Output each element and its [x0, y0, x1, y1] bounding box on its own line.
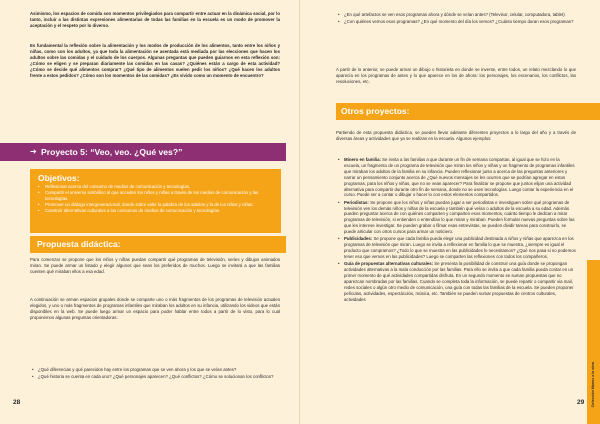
other-projects-text: Partiendo de esta propuesta didáctica, se pueden llevar adelante diferentes proyectos a lo largo del año y a través de diversas áreas y actividades que ya se realizan en la escuela. Algunos ejemplos: [336, 130, 576, 141]
project-item [336, 261, 576, 302]
side-tab-label: Colección Manos a la obra [591, 362, 595, 408]
objective-text: Construir alternativas culturales a los consumos de medios de comunicación y tecnologías. [45, 207, 221, 213]
proposal-title: Propuesta didáctica: [37, 239, 121, 249]
project-title-bar [0, 143, 286, 161]
bullet-icon: • [38, 189, 40, 195]
intro-text-1: Asimismo, los espacios de comida son momentos privilegiados para compartir entre actuar en la dinámica social, por lo tanto, incluir a las distintas expresiones alimentarias de todas las familias en la escuela es un modo de promover la aceptación y el respeto por lo diverso. [30, 11, 280, 28]
objective-text: Reflexionar acerca del consumo de medios de comunicación y tecnologías. [45, 184, 191, 189]
question-text: ¿En qué artefactos se ven esos programas ahora y dónde se veían antes? (Televisor, celular, computadora, tablet) [344, 12, 565, 17]
after-paragraph [336, 67, 576, 88]
question-item [30, 367, 280, 373]
bullet-icon: • [38, 207, 40, 213]
objective-text: Promover un diálogo intergeneracional, donde sobre valer la palabra de los adultos y la de los niños y niñas. [45, 201, 254, 207]
project-item [336, 200, 576, 235]
question-text: ¿Qué historia se cuenta en cada uno? ¿Qué personajes aparecen? ¿Qué conflictos? ¿Cómo se solucionan los conflictos? [38, 374, 274, 380]
bullet-icon: • [32, 367, 34, 372]
project-item-text: Se presenta la posibilidad de construir una guía donde se propongan actividades alternativas a la mala conducción por las familias. Para ello se invita a que cada familia pueda contar en un primer momento de qué actividades compartidas disfruta. En un segundo momento se suman propuestas que no aparezcan nombradas por las familias. Cuando se completa toda la información, se puede repartir o compartir via mail, redes sociales o algún otro medio de comunicación, una guía con todas las familias de la escuela. Se pueden proponer películas, actividades, espectáculos, música, etc. También se pueden sumar propuestas de centros culturales, actividades [344, 261, 574, 302]
project-item-lead: Periodistas: [344, 199, 369, 205]
body-text-1: Para comenzar se propone que los niños y niñas puedan compartir qué programas de televisión, series y dibujos animados miran. Se puede armar un listado y elegir algunos que sean los preferidos de muchos. Luego se invitará a que las familias cuenten qué miraban ellos a esa edad. [30, 257, 280, 274]
other-projects-title: Otros proyectos: [341, 106, 410, 116]
intro-text-2: Es fundamental la reflexión sobre la alimentación y los modos de producción de los alimentos, tanto entre los niños y niñas, como con los adultos, ya que toda la alimentación se asentada está mediada por las elecciones que hacen los adultos sobre las comidas y el cuidado de los cuerpos. Algunas preguntas que pueden guiarnos en esta reflexión son: ¿Cómo se eligen y se preparan diariamente las comidas en las casas? ¿Quiénes están a cargo de esta actividad? ¿Cómo se decide qué alimentos comprar? ¿Qué tipo de alimentos suelen pedir los niños? ¿Qué hacen los adultos frente a estos pedidos? ¿Cómo son los momentos de las comidas? ¿Es vivido como un momento de encuentro? [30, 43, 280, 78]
bullet-icon: • [338, 199, 340, 205]
other-projects-title-bar [336, 103, 600, 120]
objectives-list [38, 184, 276, 214]
objective-item [38, 190, 276, 202]
page-number-left: 28 [13, 399, 21, 406]
question-text: ¿Qué diferencias y qué parecidos hay entre los programas que se ven ahora y los que se veían antes? [38, 367, 237, 372]
project-title: Proyecto 5: “Veo, veo. ¿Qué ves?” [41, 147, 183, 157]
body-paragraph-2 [30, 297, 280, 324]
question-item [336, 12, 576, 18]
intro-paragraph-2 [30, 43, 280, 82]
bullet-icon: • [338, 19, 340, 25]
bullet-icon: • [32, 374, 34, 380]
questions-list-right [336, 12, 576, 26]
objectives-box [30, 169, 281, 233]
page-number-right: 29 [577, 399, 585, 406]
body-text-2: A continuación se arman espacios grupales donde se comparte uno o más fragmentos de los programas de televisión actuales elegidos, y uno o más fragmentos de programas infantiles que miraban los adultos en su infancia, utilizando los videos que están disponibles en la web. Se puede luego armar un espacio para poder hablar entre todos a partir de lo visto, para lo cual proponemos algunas preguntas orientadoras: [30, 297, 280, 320]
after-text: A partir de lo anterior, se puede armar un dibujo o historieta en donde se invente, entre todos, un relato mezclando lo que aparecía en los programas de antes y lo que aparece en los de ahora: los personajes, los escenarios, los conflictos, las resoluciones, etc. [336, 67, 576, 84]
projects-list [336, 157, 576, 304]
project-item-lead: Publicidades: [344, 236, 373, 242]
project-item-lead: Minero en familia: [344, 157, 381, 162]
project-item-lead: Guía de propuestas alternativas culturales: [344, 261, 434, 267]
proposal-title-bar [30, 236, 286, 253]
objective-text: Compartir el universo simbólico al que acceden los niños y niñas a través de los medios de comunicación y las tecnologías. [45, 189, 259, 201]
bullet-icon: • [38, 184, 40, 189]
intro-paragraph-1 [30, 11, 280, 32]
arrow-icon: ➔ [30, 147, 37, 156]
right-page [300, 0, 600, 424]
other-projects-paragraph [336, 130, 576, 145]
body-paragraph-1 [30, 257, 280, 278]
questions-list-left [30, 367, 280, 381]
bullet-icon: • [338, 236, 340, 242]
project-item-text: Se invita a las familias a que durante un fin de semana compartan, al igual que se hizo en la escuela, un fragmento de un programa de televisión que miran los niños y niñas y un fragmento de programas infantiles que miraban los adultos de la familia en su infancia. Pueden reflexionar junto a acerca de las preguntas anteriores y narrar un pensamiento conjunto acerca de ¿Qué nuevos mensajes se les ocurren que se podrían agregar en estos programas, para los niños y niñas, que no se vean aparecer? Para finalizar se propone que juntos elijan una actividad alternativa para compartir durante otro fin de semana, donde no se usen tecnologías. Luego contar la experiencia en el curso. Puede ser a contar o dibujar o hacer lo con estos elementos compartidos. [344, 157, 575, 198]
question-item [336, 19, 576, 25]
bullet-icon: • [338, 261, 340, 267]
objectives-title: Objetivos: [38, 173, 80, 183]
project-item-text: Se propone que cada familia pueda elegir una publicidad destinada a niños y niñas que aparezca en los programas de televisión que miran. Luego se invita a reflexionar en familia lo que se muestra, ¿siempre es igual el producto que compramos? ¿Todo lo que se muestra en las publicidades lo necesitamos? ¿Qué nos pasa si no podemos tener eso que vemos en las publicidades? Luego se comparten las reflexiones con todos los compañeros. [344, 236, 576, 260]
project-item-text: Se propone que los niños y niñas puedan jugar a ser periodistas e investiguen sobre qué programas de televisión ven los demás niños y niñas de la escuela y también qué veían o adultos de la escuela a su edad. Además pueden preguntar acerca de con quiénes comparten y comparten esos momentos, cuánto tiempo le dedican a mirar programas de televisión, si entienden o entendían lo que miran y miraban. Pueden formular nuevas preguntas sobre las que les interese investigar. Se pueden grabar o filmar esas entrevistas, se pueden dividir tareas para construirlo, se puede articular con otros cursos para armar un noticiero. [344, 199, 575, 235]
bullet-icon: • [38, 201, 40, 207]
question-item [30, 374, 280, 380]
project-item [336, 157, 576, 198]
bullet-icon: • [338, 157, 340, 162]
project-item [336, 236, 576, 260]
collection-side-tab [587, 260, 600, 424]
question-text: ¿Con quiénes vemos esos programas? ¿En qué momento del día los vemos? ¿Cuánto tiempo duran esos programas? [344, 19, 574, 25]
bullet-icon: • [338, 12, 340, 17]
objective-item [38, 208, 276, 214]
